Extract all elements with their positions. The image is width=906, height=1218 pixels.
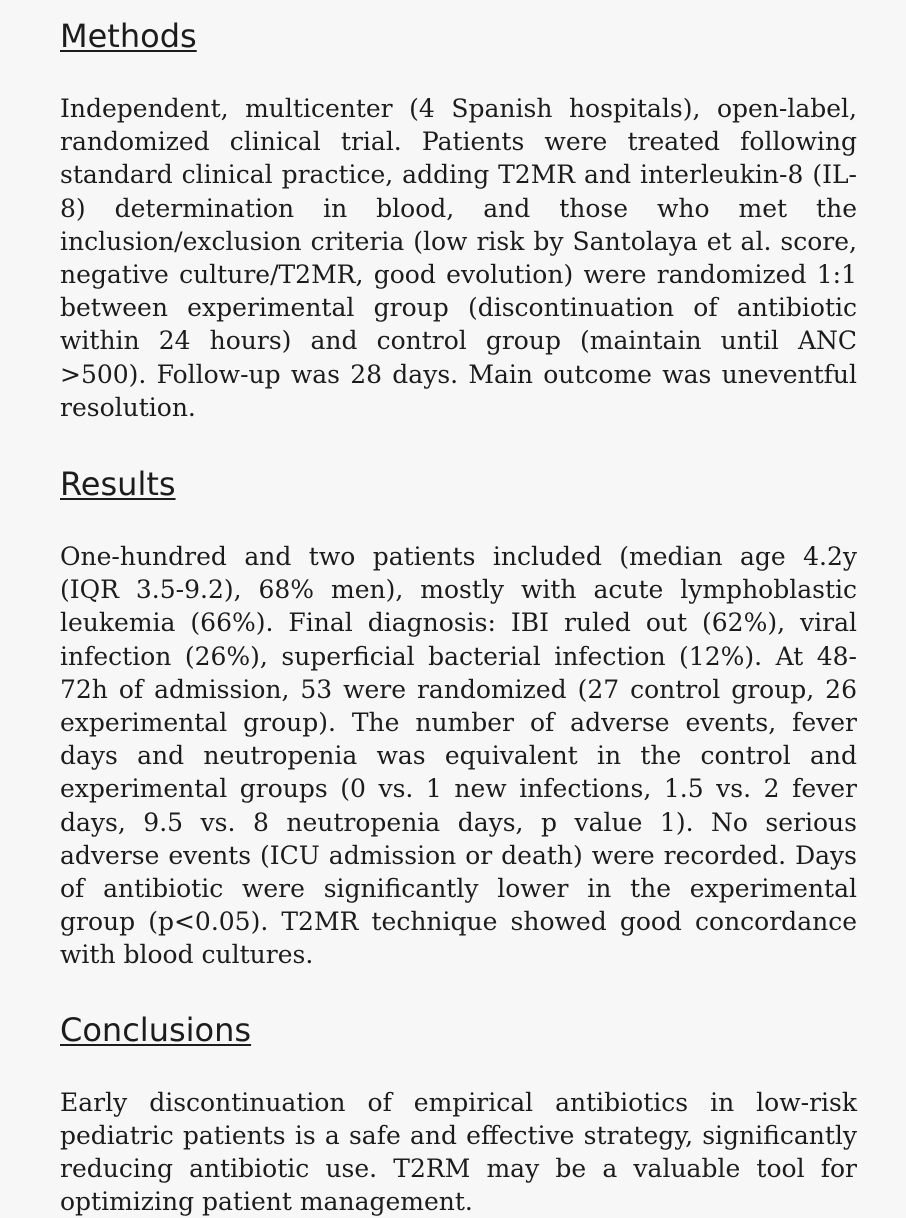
results-section xyxy=(60,462,857,972)
conclusions-paragraph: Early discontinuation of empirical antibiotics in low-risk pediatric patients is a safe and effective strategy, significantly reducing antibiotic use. T2RM may be a valuable tool for optimizing patient management. xyxy=(60,1087,857,1217)
methods-section xyxy=(60,14,857,424)
methods-paragraph: Independent, multicenter (4 Spanish hospitals), open-label, randomized clinical trial. Patients were treated following standard clinical practice, adding T2MR and interleukin-8 (IL-8) determination in blood, and those who met the inclusion/exclusion criteria (low risk by Santolaya et al. score, negative culture/T2MR, good evolution) were randomized 1:1 between experimental group (discontinuation of antibiotic within 24 hours) and control group (maintain until ANC >500). Follow-up was 28 days. Main outcome was uneventful resolution. xyxy=(60,94,857,422)
methods-heading: Methods xyxy=(60,17,197,55)
results-paragraph: One-hundred and two patients included (median age 4.2y (IQR 3.5-9.2), 68% men), mostly with acute lymphoblastic leukemia (66%). Final diagnosis: IBI ruled out (62%), viral infection (26%), superficial bacterial infection (12%). At 48-72h of admission, 53 were randomized (27 control group, 26 experimental group). The number of adverse events, fever days and neutropenia was equivalent in the control and experimental groups (0 vs. 1 new infections, 1.5 vs. 2 fever days, 9.5 vs. 8 neutropenia days, p value 1). No serious adverse events (ICU admission or death) were recorded. Days of antibiotic were significantly lower in the experimental group (p<0.05). T2MR technique showed good concordance with blood cultures. xyxy=(60,542,857,970)
conclusions-heading: Conclusions xyxy=(60,1010,252,1049)
conclusions-section xyxy=(60,1008,857,1218)
results-heading: Results xyxy=(60,465,176,504)
